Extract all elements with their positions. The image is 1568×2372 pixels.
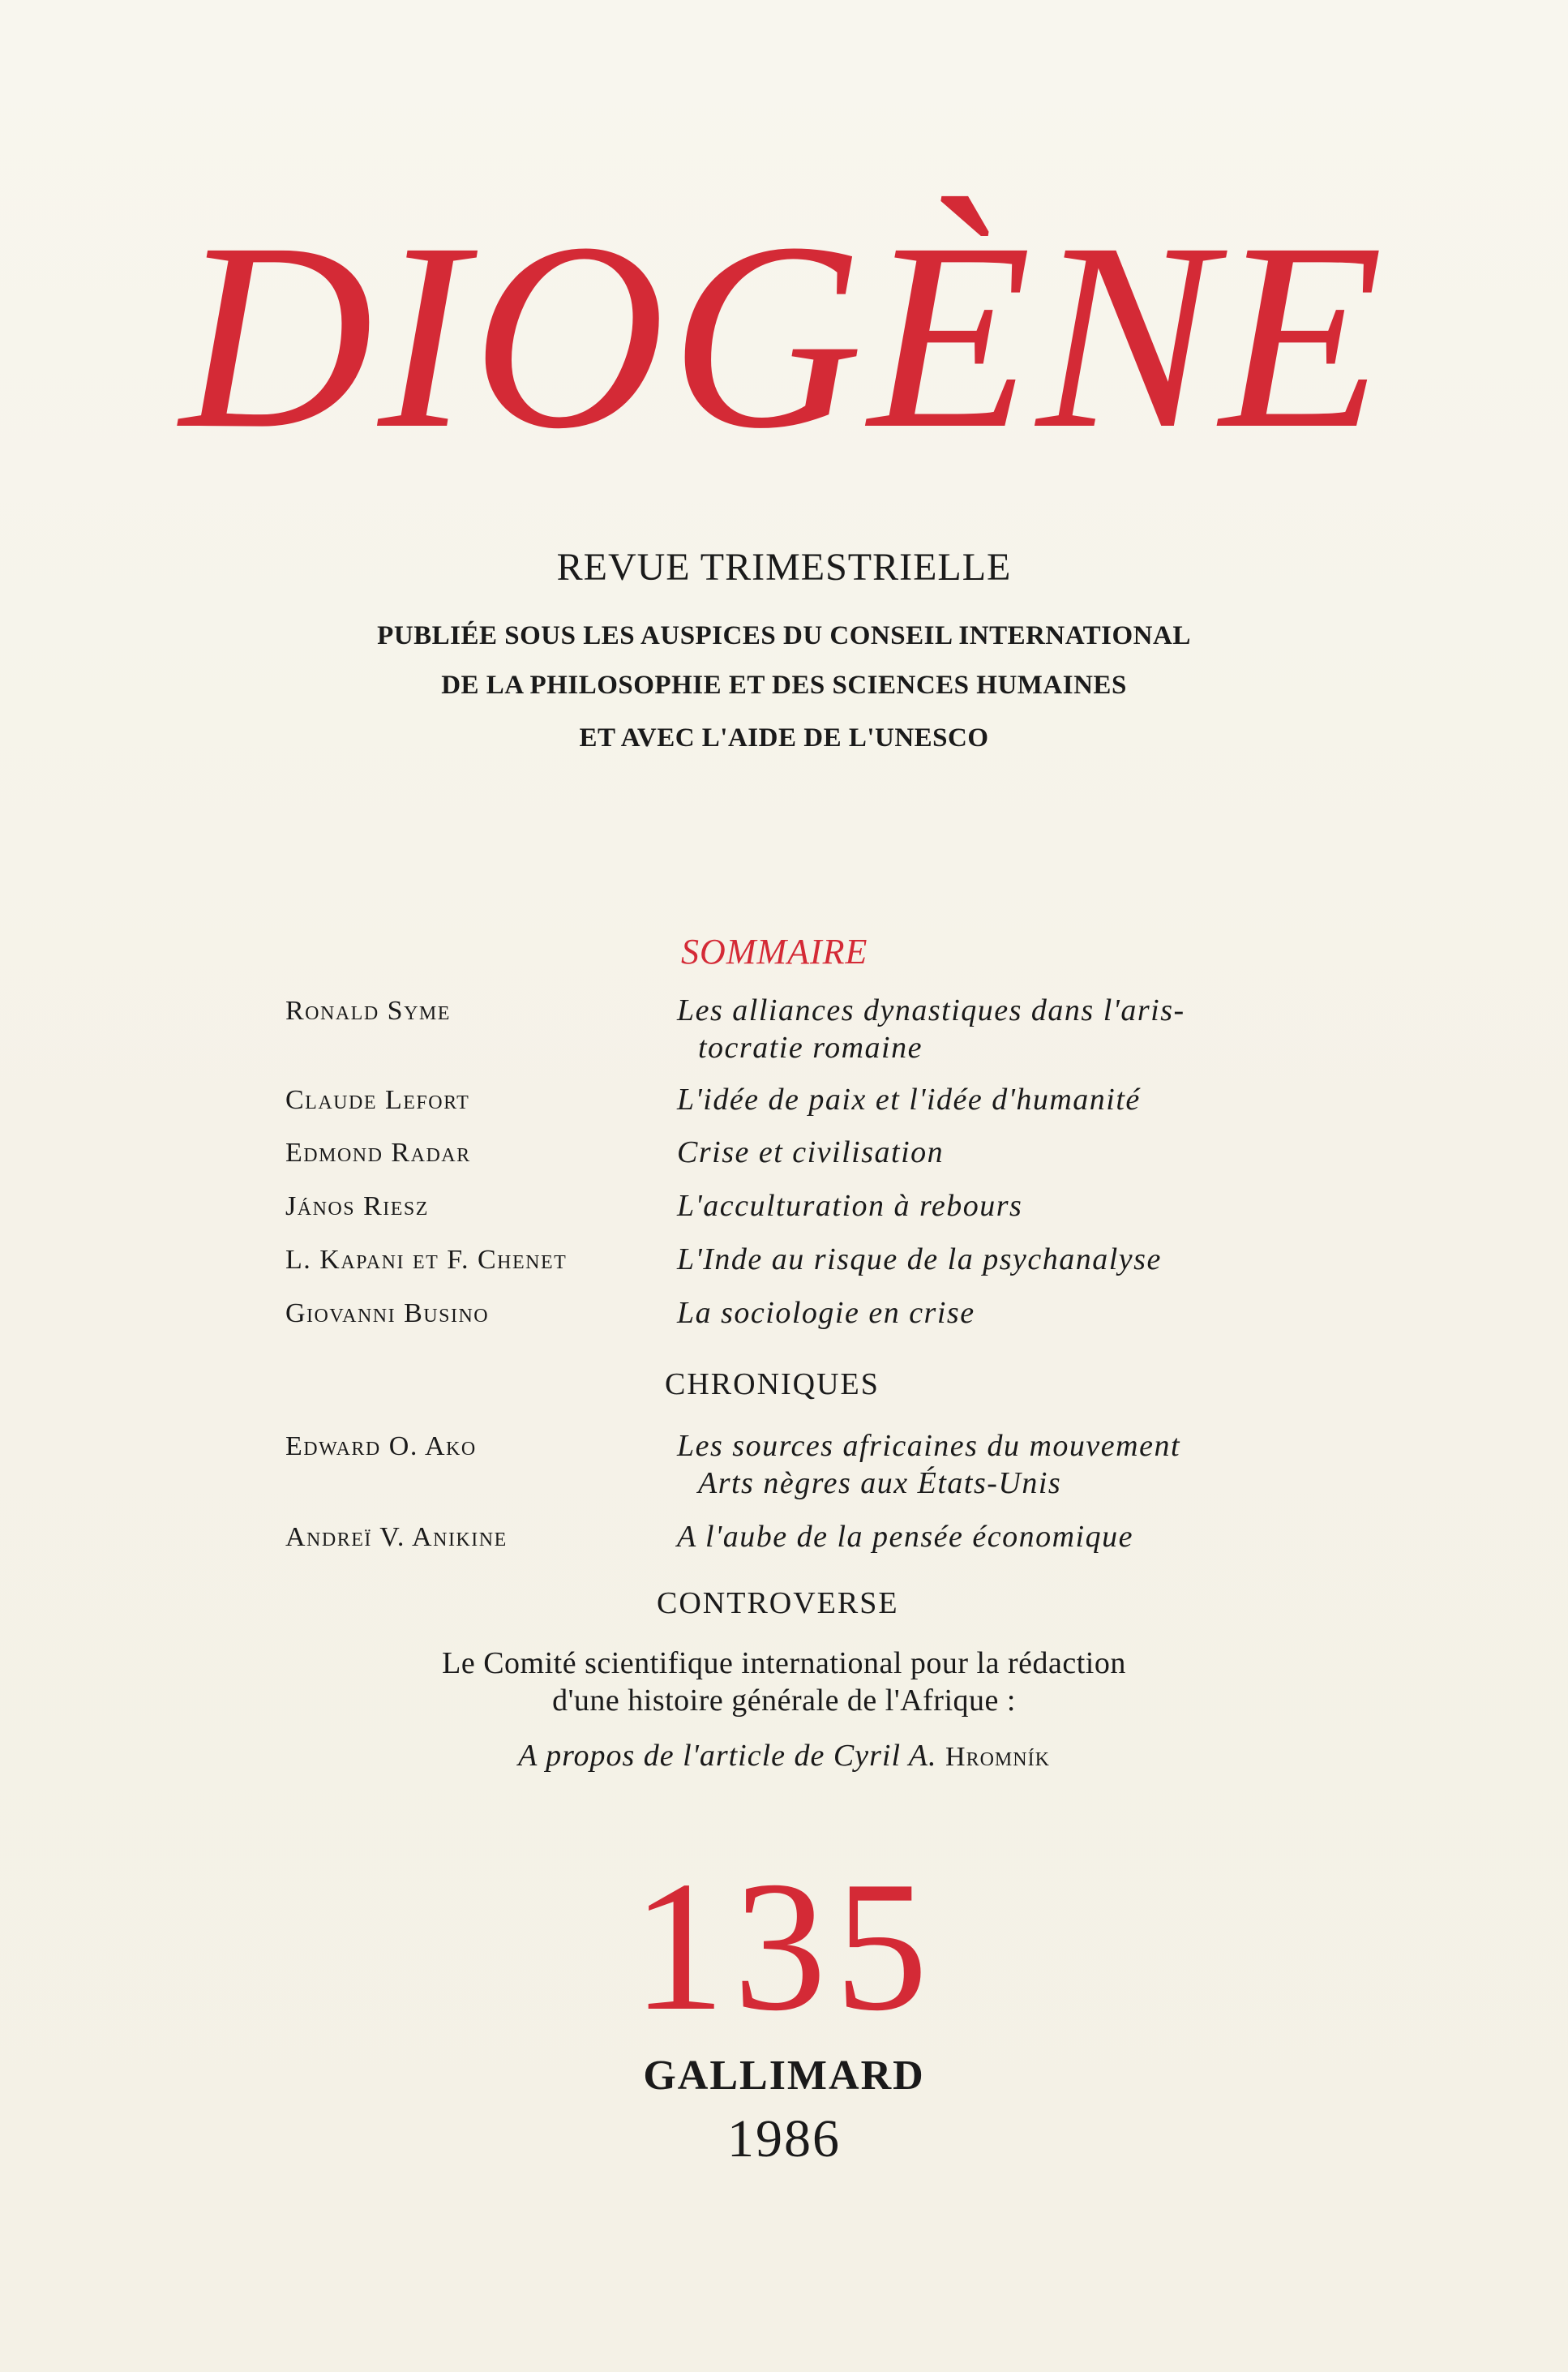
- toc-author: János Riesz: [285, 1191, 429, 1221]
- toc-article-title: [677, 1081, 1141, 1118]
- controverse-reference-text: A propos de l'article de Cyril A.: [518, 1739, 937, 1773]
- toc-article-title-line1: La sociologie en crise: [677, 1296, 975, 1330]
- controverse-heading: CONTROVERSE: [657, 1586, 899, 1620]
- toc-article-title: [677, 1187, 1022, 1225]
- publication-year: 1986: [727, 2109, 841, 2168]
- toc-article-title: [677, 1241, 1162, 1278]
- controverse-reference-author: Hromník: [945, 1742, 1050, 1772]
- toc-article-title-line1: L'acculturation à rebours: [677, 1189, 1023, 1223]
- toc-article-title-line2: tocratie romaine: [698, 1031, 923, 1065]
- toc-author: Edmond Radar: [285, 1138, 471, 1168]
- toc-article-title-line1: Les alliances dynastiques dans l'aris-: [677, 993, 1185, 1027]
- toc-article-title: [677, 1518, 1133, 1555]
- journal-subtitle: REVUE TRIMESTRIELLE: [556, 546, 1012, 589]
- toc-article-title-line1: L'Inde au risque de la psychanalyse: [677, 1242, 1162, 1276]
- toc-author: L. Kapani et F. Chenet: [285, 1245, 568, 1275]
- toc-author: Edward O. Ako: [285, 1431, 477, 1461]
- toc-article-title: [677, 1427, 1180, 1502]
- toc-author: Giovanni Busino: [285, 1298, 490, 1328]
- toc-article-title-line1: A l'aube de la pensée économique: [677, 1520, 1133, 1554]
- issue-number: 135: [632, 1842, 936, 2049]
- toc-author: Andreï V. Anikine: [285, 1522, 508, 1552]
- toc-author: Ronald Syme: [285, 996, 451, 1026]
- publication-line-2: DE LA PHILOSOPHIE ET DES SCIENCES HUMAINES: [441, 671, 1127, 700]
- sommaire-heading: SOMMAIRE: [681, 932, 868, 972]
- chroniques-heading: CHRONIQUES: [665, 1367, 880, 1401]
- controverse-text-line2: d'une histoire générale de l'Afrique :: [552, 1684, 1016, 1718]
- toc-author: Claude Lefort: [285, 1085, 470, 1115]
- publication-line-1: PUBLIÉE SOUS LES AUSPICES DU CONSEIL INTERNATIONAL: [377, 621, 1191, 650]
- controverse-text-line1: Le Comité scientifique international pour la rédaction: [442, 1646, 1126, 1680]
- toc-article-title: [677, 992, 1185, 1066]
- toc-article-title-line1: Les sources africaines du mouvement: [677, 1429, 1180, 1463]
- publisher-name: GALLIMARD: [643, 2052, 925, 2099]
- toc-article-title: [677, 1134, 944, 1171]
- toc-article-title-line2: Arts nègres aux États-Unis: [698, 1466, 1062, 1500]
- publication-line-3: ET AVEC L'AIDE DE L'UNESCO: [579, 723, 989, 753]
- toc-article-title: [677, 1294, 975, 1332]
- controverse-reference: [0, 1738, 1568, 1774]
- journal-title: DIOGÈNE: [179, 188, 1389, 484]
- toc-article-title-line1: Crise et civilisation: [677, 1135, 945, 1169]
- toc-article-title-line1: L'idée de paix et l'idée d'humanité: [677, 1083, 1141, 1117]
